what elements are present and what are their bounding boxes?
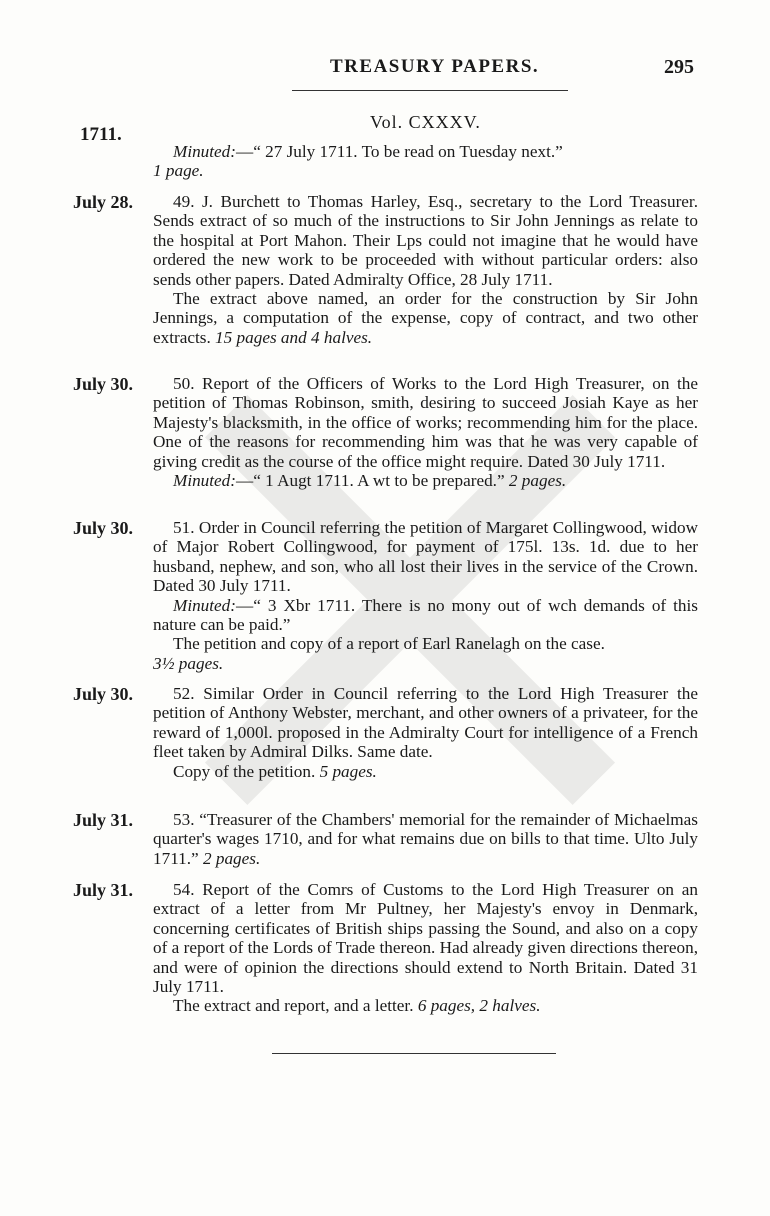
page-count: 6 pages, 2 halves.	[417, 996, 541, 1016]
entry-paragraph: The extract above named, an order for the construction by Sir John Jennings, a computation of the expense, copy of contract, and two other extracts.	[153, 289, 698, 347]
entry-date: July 31.	[73, 810, 134, 830]
page-count: 1 page.	[153, 161, 204, 181]
entry-date: July 30.	[73, 518, 134, 538]
entry-54	[153, 880, 698, 1016]
entry-date: July 30.	[73, 374, 134, 394]
entry-paragraph: 51. Order in Council referring the petition of Margaret Collingwood, widow of Major Robert Collingwood, for payment of 175l. 13s. 1d. due to her husband, nephew, and son, who all lost their lives in the service of the Crown. Dated 30 July 1711.	[153, 518, 698, 596]
minuted-label: Minuted:	[173, 471, 237, 491]
entry-52	[153, 684, 698, 781]
entry-extra: Copy of the petition.	[173, 761, 316, 781]
entry-paragraph: 50. Report of the Officers of Works to the Lord High Treasurer, on the petition of Thomas Robinson, smith, desiring to succeed Josiah Kaye as her Majesty's blacksmith, in the office of works; recommending him for the place. One of the reasons for recommending him was that he was very capable of giving credit as the course of the office might require. Dated 30 July 1711.	[153, 374, 698, 471]
header-rule	[292, 90, 568, 91]
page-number: 295	[664, 56, 694, 78]
entry-paragraph: 54. Report of the Comrs of Customs to the Lord High Treasurer on an extract of a letter from Mr Pultney, her Majesty's envoy in Denmark, concerning certificates of British ships passing the Sound, and also on a copy of a report of the Lords of Trade thereon. Had already given directions thereon, and were of opinion the directions should extend to North Britain. Dated 31 July 1711.	[153, 880, 698, 997]
opening-minute	[153, 142, 698, 181]
page-count: 5 pages.	[319, 761, 377, 781]
footer-rule	[272, 1053, 556, 1054]
entry-date: July 30.	[73, 684, 134, 704]
volume-heading: Vol. CXXXV.	[370, 112, 481, 132]
entry-49	[153, 192, 698, 347]
entry-50	[153, 374, 698, 490]
entry-date: July 31.	[73, 880, 134, 900]
minuted-text: —“ 3 Xbr 1711. There is no mony out of wch demands of this nature can be paid.”	[153, 595, 698, 635]
entry-paragraph: 49. J. Burchett to Thomas Harley, Esq., secretary to the Lord Treasurer. Sends extract of so much of the instructions to Sir John Jennings as relate to the hospital at Port Mahon. Their Lps could not imagine that he would have ordered the new work to be proceeded with without particular orders: also sends other papers. Dated Admiralty Office, 28 July 1711.	[153, 192, 698, 289]
entry-53	[153, 810, 698, 868]
minuted-label: Minuted:	[173, 142, 237, 161]
entry-date: July 28.	[73, 192, 134, 212]
page-count: 3½ pages.	[153, 653, 224, 673]
page-count: 15 pages and 4 halves.	[215, 327, 373, 347]
entry-extra: The petition and copy of a report of Earl Ranelagh on the case.	[173, 634, 605, 654]
entry-paragraph: 52. Similar Order in Council referring to the Lord High Treasurer the petition of Anthony Webster, merchant, and other owners of a privateer, for the reward of 1,000l. proposed in the Admiralty Court for intelligence of a French fleet taken by Admiral Dilks. Same date.	[153, 684, 698, 762]
minuted-text: —“ 27 July 1711. To be read on Tuesday next.”	[236, 142, 563, 161]
page-count: 2 pages.	[508, 471, 567, 491]
minuted-text: —“ 1 Augt 1711. A wt to be prepared.”	[236, 471, 505, 491]
minuted-label: Minuted:	[173, 595, 237, 615]
entry-51	[153, 518, 698, 673]
margin-year: 1711.	[80, 124, 122, 145]
page-count: 2 pages.	[202, 848, 261, 868]
running-title: TREASURY PAPERS.	[330, 56, 540, 77]
page-header	[0, 56, 770, 86]
entry-paragraph: 53. “Treasurer of the Chambers' memorial for the remainder of Michaelmas quarter's wages 1710, and for what remains due on bills to that time. Ulto July 1711.”	[153, 810, 698, 868]
entry-extra: The extract and report, and a letter.	[173, 996, 414, 1016]
